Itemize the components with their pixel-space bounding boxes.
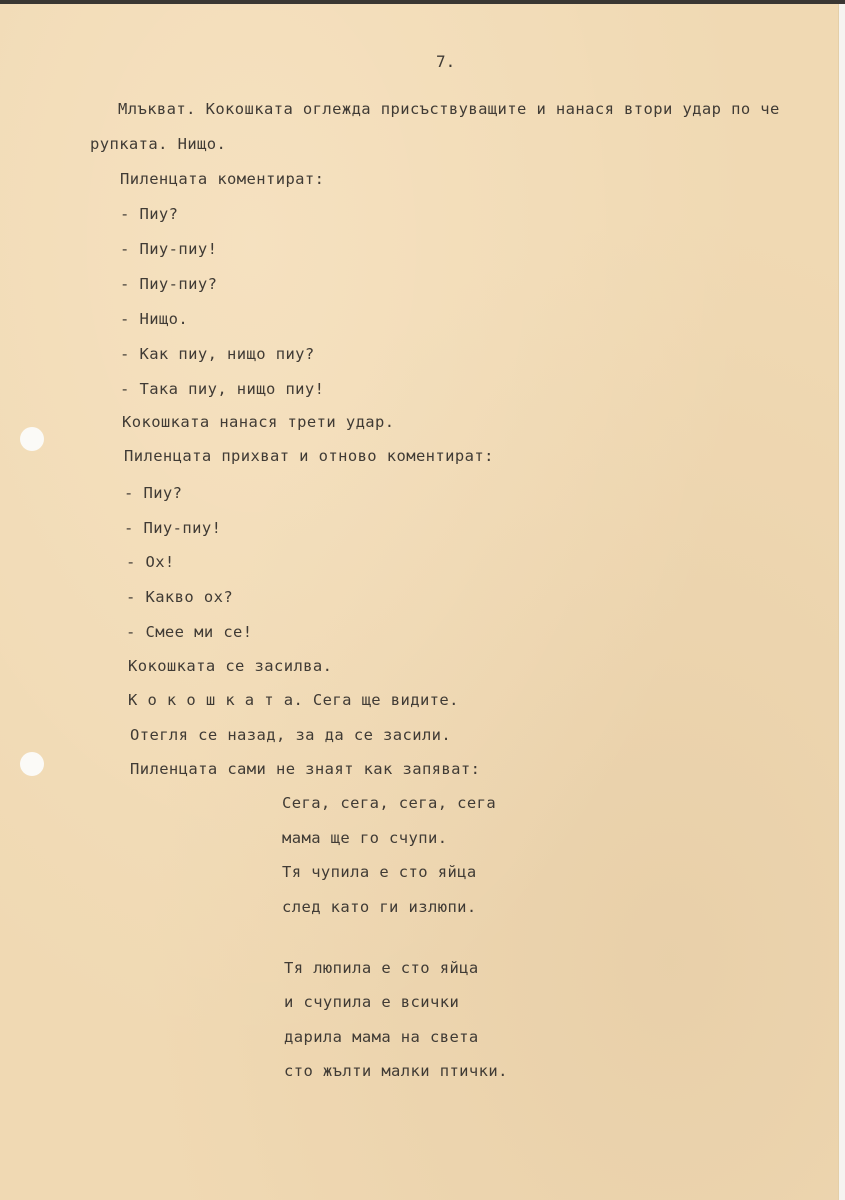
dialogue-line: - Смее ми се!: [126, 623, 253, 641]
song-line: мама ще го счупи.: [282, 829, 448, 847]
dialogue-line: - Ох!: [126, 553, 175, 571]
scan-right-margin: [838, 4, 845, 1200]
dialogue-line: - Пиу-пиу!: [120, 240, 218, 258]
punch-hole-lower: [20, 752, 44, 776]
text-line: К о к о ш к а т а. Сега ще видите.: [128, 691, 459, 709]
song-line: и счупила е всички: [284, 993, 460, 1011]
dialogue-line: - Пиу?: [124, 484, 183, 502]
text-line: Пиленцата сами не знаят как запяват:: [130, 760, 481, 778]
dialogue-line: - Пиу?: [120, 205, 179, 223]
text-line: Млъкват. Кокошката оглежда присъствуващите и нанася втори удар по че: [118, 100, 780, 118]
dialogue-line: - Пиу-пиу!: [124, 519, 222, 537]
text-line: Отегля се назад, за да се засили.: [130, 726, 452, 744]
page-number: 7.: [436, 52, 456, 71]
text-line: Пиленцата коментират:: [120, 170, 325, 188]
song-line: Тя люпила е сто яйца: [284, 959, 479, 977]
song-line: след като ги излюпи.: [282, 898, 477, 916]
song-line: сто жълти малки птички.: [284, 1062, 508, 1080]
text-line: Кокошката се засилва.: [128, 657, 333, 675]
punch-hole-upper: [20, 427, 44, 451]
text-line: Пиленцата прихват и отново коментират:: [124, 447, 494, 465]
dialogue-line: - Нищо.: [120, 310, 189, 328]
dialogue-line: - Как пиу, нищо пиу?: [120, 345, 315, 363]
dialogue-line: - Така пиу, нищо пиу!: [120, 380, 325, 398]
typewritten-page: [0, 4, 839, 1200]
song-line: дарила мама на света: [284, 1028, 479, 1046]
text-line: Кокошката нанася трети удар.: [122, 413, 395, 431]
dialogue-line: - Какво ох?: [126, 588, 234, 606]
song-line: Сега, сега, сега, сега: [282, 794, 497, 812]
text-line: рупката. Нищо.: [90, 135, 227, 153]
song-line: Тя чупила е сто яйца: [282, 863, 477, 881]
dialogue-line: - Пиу-пиу?: [120, 275, 218, 293]
